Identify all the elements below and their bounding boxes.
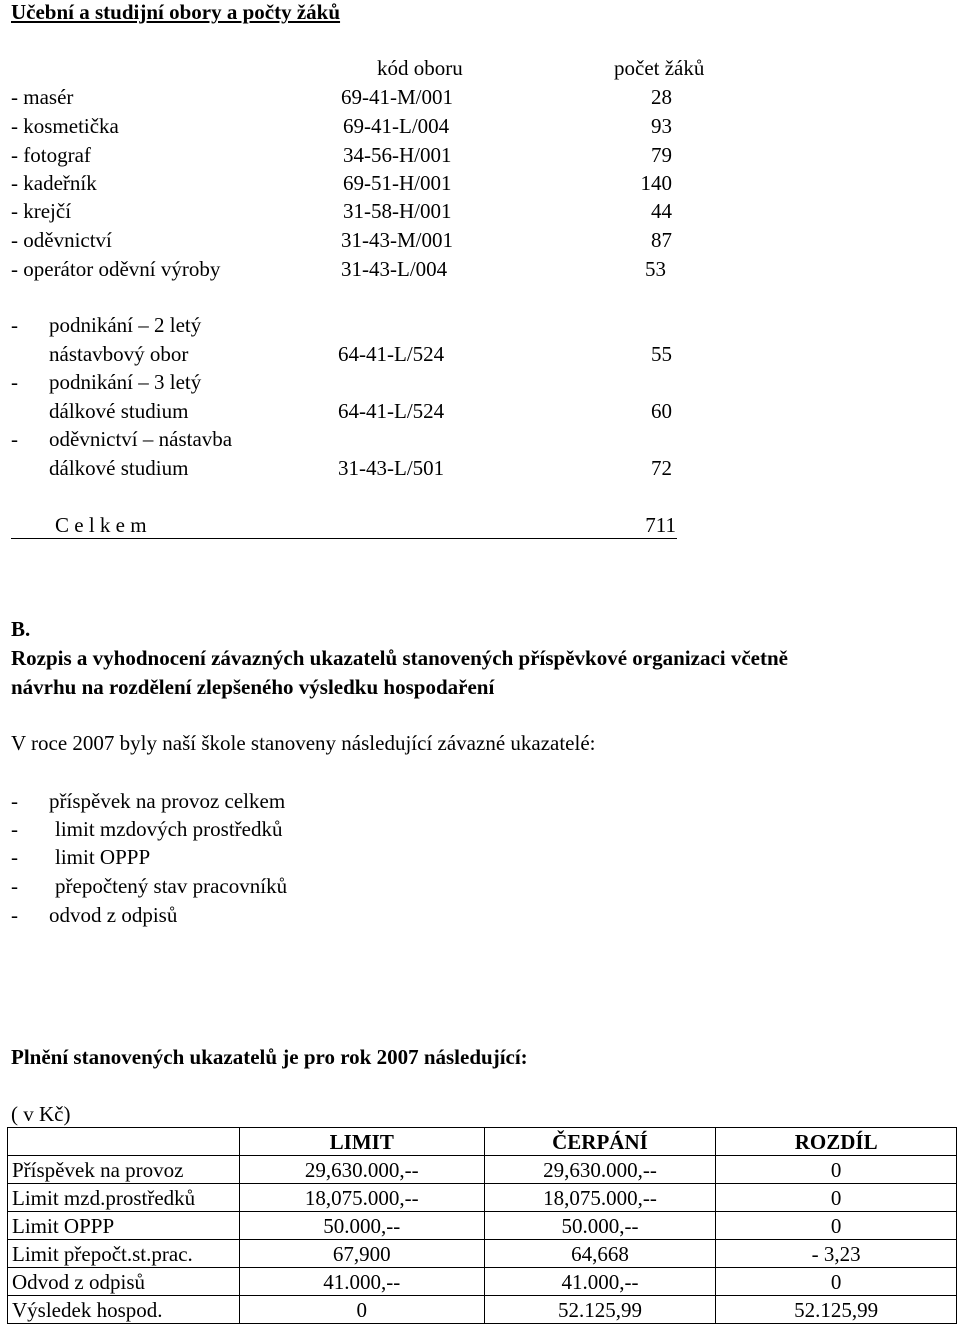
section-heading: Rozpis a vyhodnocení závazných ukazatelů stanovených příspěvkové organizaci včetně — [11, 646, 788, 670]
field-code: 31-43-L/501 — [338, 456, 445, 480]
total-underline — [11, 538, 677, 539]
table-row — [8, 1240, 957, 1268]
column-header: ROZDÍL — [716, 1128, 957, 1156]
list-item: limit mzdových prostředků — [55, 817, 283, 841]
row-label: Výsledek hospod. — [8, 1296, 240, 1324]
row-label: Limit mzd.prostředků — [8, 1184, 240, 1212]
list-item: limit OPPP — [55, 845, 151, 869]
list-item: přepočtený stav pracovníků — [55, 874, 288, 898]
field-name-line1: podnikání – 3 letý — [49, 370, 202, 394]
table-row — [8, 1212, 957, 1240]
rozdil-cell: - 3,23 — [716, 1240, 957, 1268]
table-row — [8, 1156, 957, 1184]
limit-cell: 50.000,-- — [239, 1212, 484, 1240]
rozdil-cell: 52.125,99 — [716, 1296, 957, 1324]
table-row — [8, 1296, 957, 1324]
field-name-line2: dálkové studium — [49, 456, 189, 480]
table-header-empty — [8, 1128, 240, 1156]
table-row — [8, 1268, 957, 1296]
list-item: odvod z odpisů — [49, 903, 178, 927]
table-row — [8, 1184, 957, 1212]
limit-cell: 18,075.000,-- — [239, 1184, 484, 1212]
rozdil-cell: 0 — [716, 1268, 957, 1296]
list-dash: - — [11, 370, 18, 394]
table-header-row — [8, 1128, 957, 1156]
header-code: kód oboru — [377, 56, 463, 80]
list-dash: - — [11, 313, 18, 337]
total-value: 711 — [645, 513, 676, 537]
field-count: 93 — [651, 114, 672, 138]
row-label: Příspěvek na provoz — [8, 1156, 240, 1184]
field-code: 69-51-H/001 — [343, 171, 452, 195]
field-count: 55 — [651, 342, 672, 366]
field-name: - krejčí — [11, 199, 72, 223]
field-count: 140 — [640, 171, 672, 195]
intro-text: V roce 2007 byly naší škole stanoveny následující závazné ukazatelé: — [11, 731, 596, 755]
field-name: - oděvnictví — [11, 228, 112, 252]
row-label: Limit OPPP — [8, 1212, 240, 1240]
list-dash: - — [11, 903, 18, 927]
row-label: Limit přepočt.st.prac. — [8, 1240, 240, 1268]
limit-cell: 29,630.000,-- — [239, 1156, 484, 1184]
column-header: LIMIT — [239, 1128, 484, 1156]
fulfilment-table — [7, 1127, 957, 1324]
field-count: 87 — [651, 228, 672, 252]
cerpani-cell: 18,075.000,-- — [484, 1184, 716, 1212]
field-code: 69-41-M/001 — [341, 85, 453, 109]
limit-cell: 41.000,-- — [239, 1268, 484, 1296]
rozdil-cell: 0 — [716, 1156, 957, 1184]
list-dash: - — [11, 817, 18, 841]
cerpani-cell: 50.000,-- — [484, 1212, 716, 1240]
field-name-line1: podnikání – 2 letý — [49, 313, 202, 337]
field-name: - fotograf — [11, 143, 91, 167]
field-code: 64-41-L/524 — [338, 399, 445, 423]
field-count: 60 — [651, 399, 672, 423]
list-dash: - — [11, 845, 18, 869]
limit-cell: 0 — [239, 1296, 484, 1324]
field-name: - masér — [11, 85, 74, 109]
field-name: - operátor oděvní výroby — [11, 257, 221, 281]
total-label: C e l k e m — [55, 513, 147, 537]
field-code: 31-43-M/001 — [341, 228, 453, 252]
limit-cell: 67,900 — [239, 1240, 484, 1268]
field-code: 31-58-H/001 — [343, 199, 452, 223]
field-count: 53 — [645, 257, 666, 281]
field-code: 31-43-L/004 — [341, 257, 448, 281]
page-title: Učební a studijní obory a počty žáků — [11, 0, 341, 24]
unit-label: ( v Kč) — [11, 1102, 71, 1126]
fulfilment-heading: Plnění stanovených ukazatelů je pro rok 2007 následující: — [11, 1045, 528, 1069]
list-dash: - — [11, 789, 18, 813]
field-name: - kadeřník — [11, 171, 97, 195]
field-count: 28 — [651, 85, 672, 109]
rozdil-cell: 0 — [716, 1212, 957, 1240]
cerpani-cell: 52.125,99 — [484, 1296, 716, 1324]
field-name: - kosmetička — [11, 114, 119, 138]
field-code: 64-41-L/524 — [338, 342, 445, 366]
list-dash: - — [11, 427, 18, 451]
section-letter: B. — [11, 617, 31, 641]
list-dash: - — [11, 874, 18, 898]
row-label: Odvod z odpisů — [8, 1268, 240, 1296]
field-name-line1: oděvnictví – nástavba — [49, 427, 233, 451]
field-code: 34-56-H/001 — [343, 143, 452, 167]
cerpani-cell: 64,668 — [484, 1240, 716, 1268]
section-heading-cont: návrhu na rozdělení zlepšeného výsledku hospodaření — [11, 675, 495, 699]
field-count: 79 — [651, 143, 672, 167]
list-item: příspěvek na provoz celkem — [49, 789, 286, 813]
field-code: 69-41-L/004 — [343, 114, 450, 138]
cerpani-cell: 29,630.000,-- — [484, 1156, 716, 1184]
header-count: počet žáků — [614, 56, 705, 80]
field-count: 72 — [651, 456, 672, 480]
field-name-line2: nástavbový obor — [49, 342, 189, 366]
rozdil-cell: 0 — [716, 1184, 957, 1212]
field-name-line2: dálkové studium — [49, 399, 189, 423]
column-header: ČERPÁNÍ — [484, 1128, 716, 1156]
cerpani-cell: 41.000,-- — [484, 1268, 716, 1296]
field-count: 44 — [651, 199, 672, 223]
